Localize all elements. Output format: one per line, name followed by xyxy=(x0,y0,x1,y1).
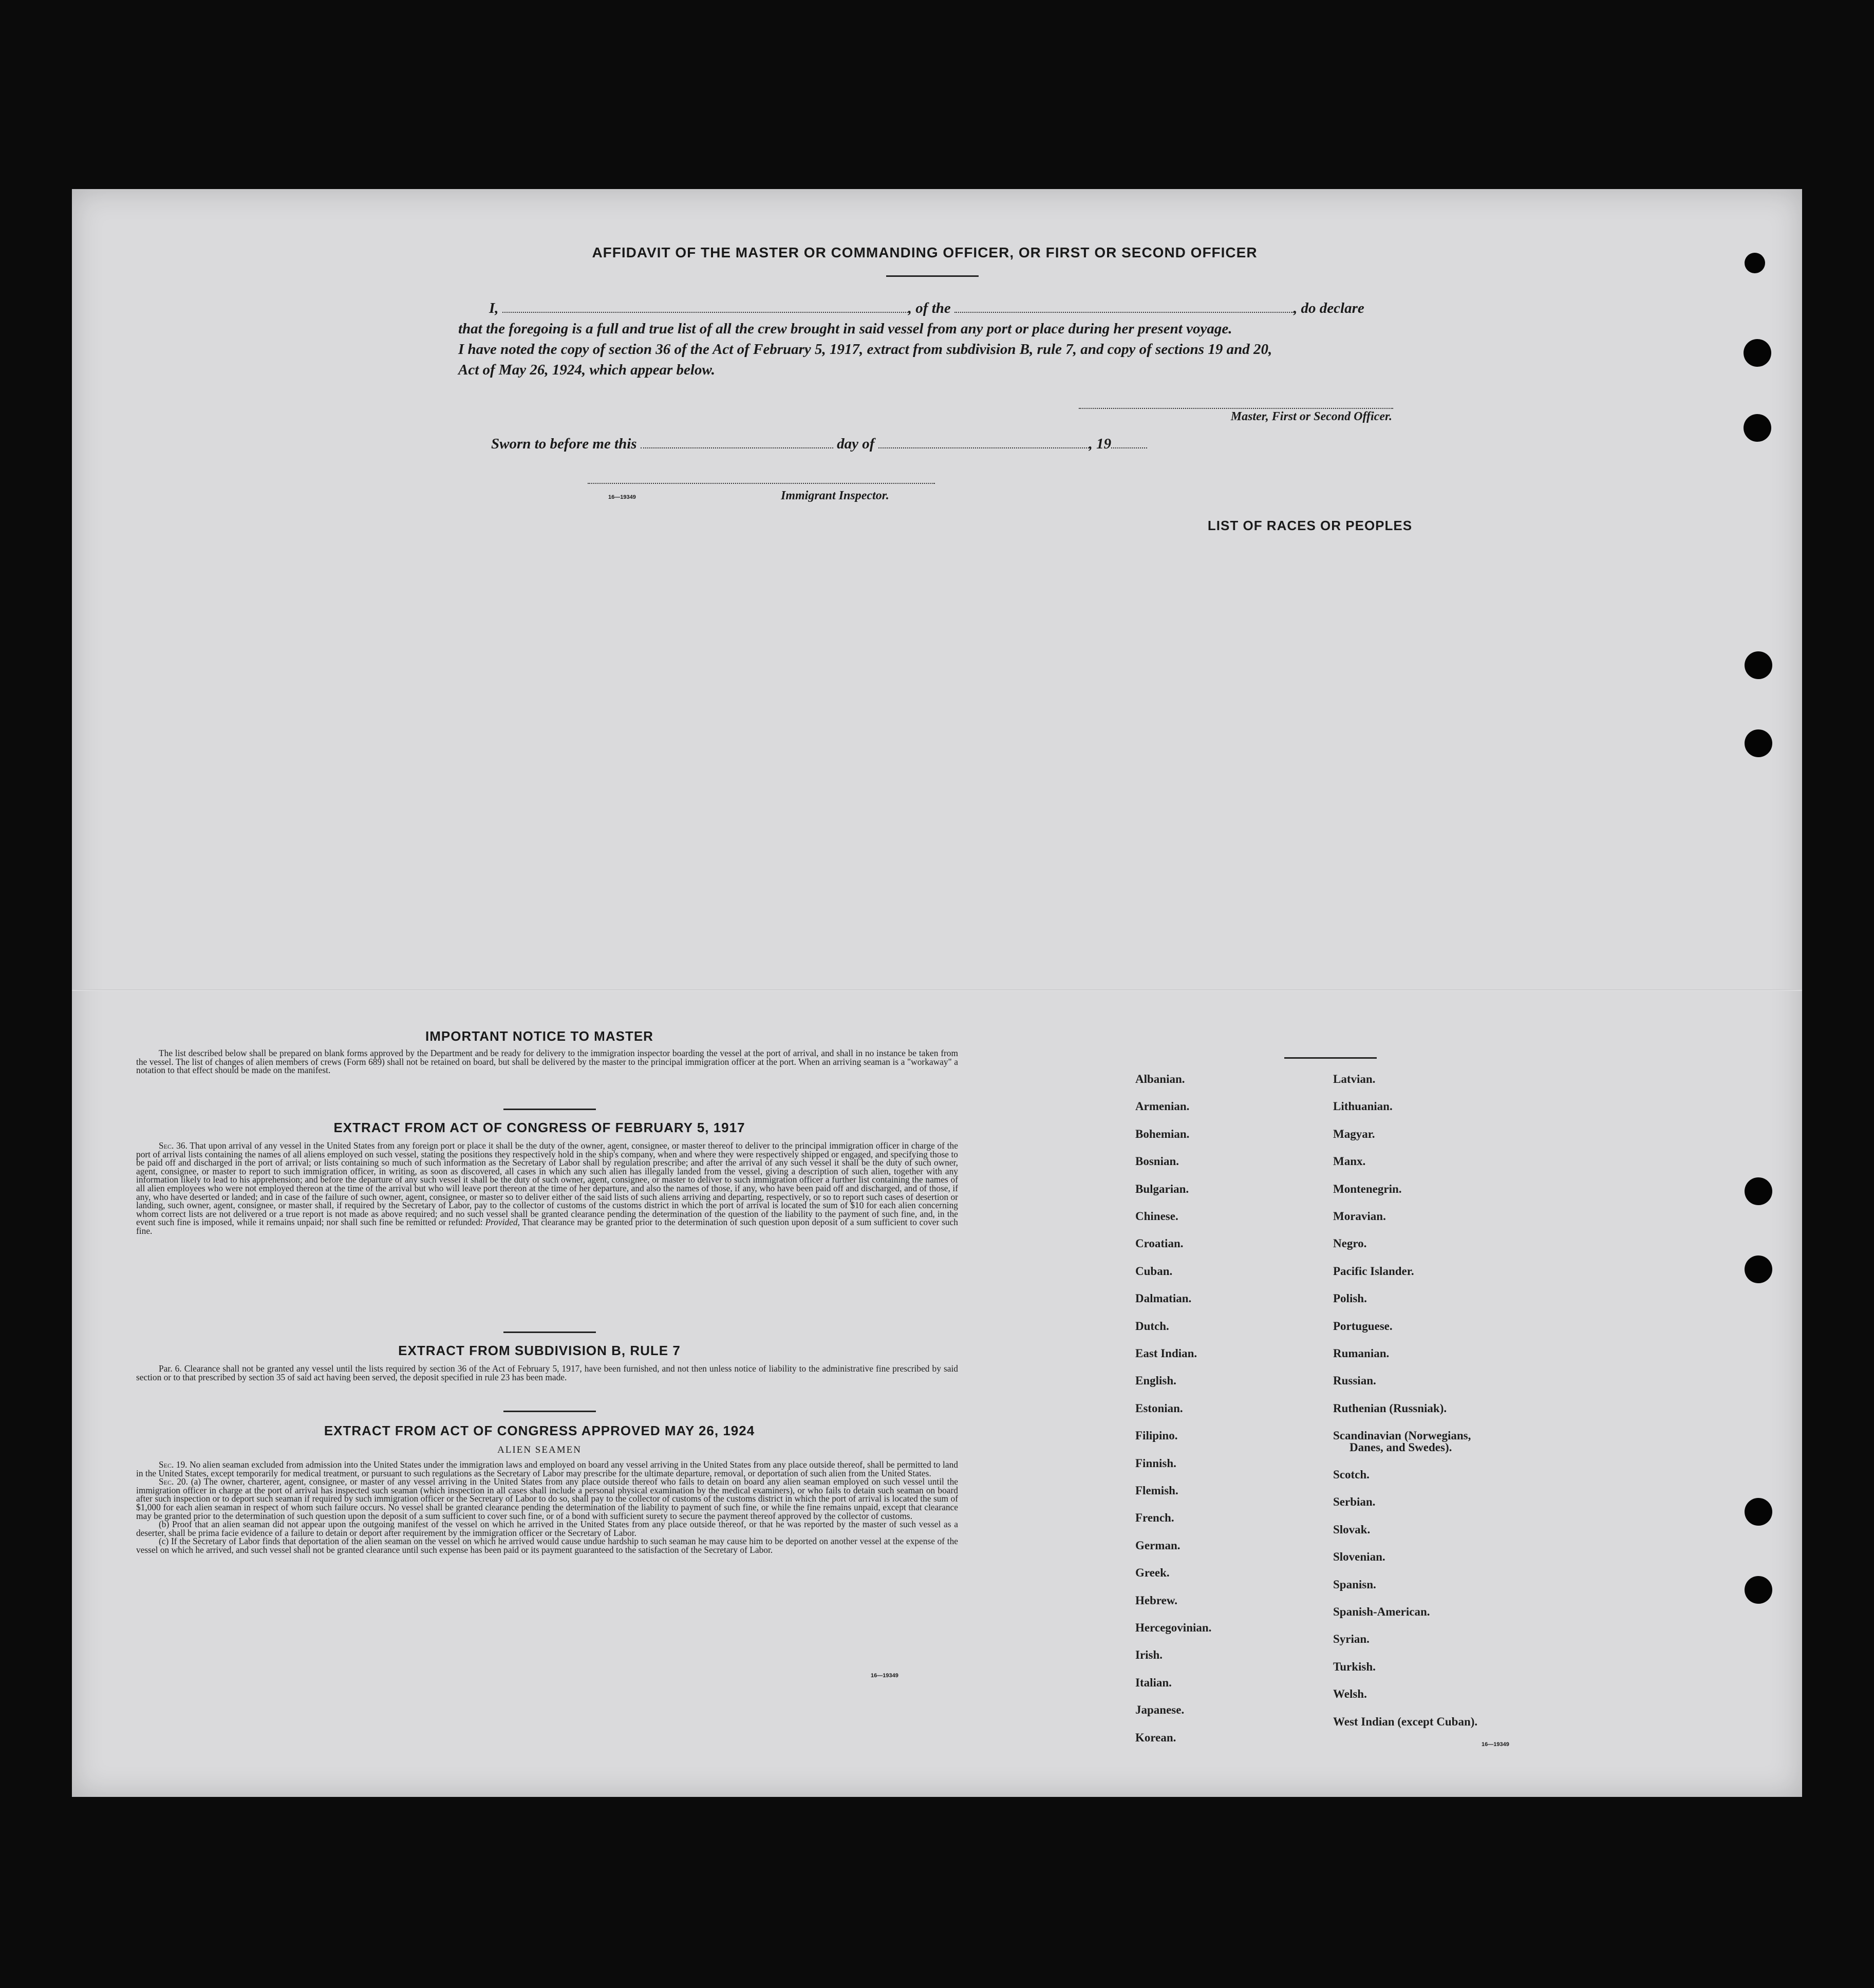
race-item: Armenian. xyxy=(1135,1100,1190,1113)
section-rule xyxy=(503,1411,596,1412)
race-item: Ruthenian (Russniak). xyxy=(1333,1401,1447,1415)
race-item: Chinese. xyxy=(1135,1210,1178,1223)
affidavit-title: AFFIDAVIT OF THE MASTER OR COMMANDING OFFICER, OR FIRST OR SECOND OFFICER xyxy=(592,245,1258,260)
race-item: Slovak. xyxy=(1333,1523,1371,1536)
inspector-line xyxy=(588,483,935,484)
race-item: Welsh. xyxy=(1333,1687,1367,1701)
affidavit-line-2: that the foregoing is a full and true list of all the crew brought in said vessel from any port or place during her present voyage. xyxy=(458,321,1232,337)
fold-line xyxy=(72,989,1802,991)
race-item: English. xyxy=(1135,1374,1176,1387)
race-item: Dutch. xyxy=(1135,1319,1169,1333)
sec-19-text: No alien seaman excluded from admission into the United States under the immigration laws and employed on board any vessel arriving in the United States from any place outside thereof, shall be permitted to land in the United States, except temporarily for medical treatment, or pursuant to such regulations as the Secretary of Labor may prescribe for the ultimate departure, removal, or deportation of such alien from the United States. xyxy=(136,1459,958,1478)
race-item: Irish. xyxy=(1135,1648,1163,1662)
proviso-word: Provided, xyxy=(485,1217,520,1228)
subdivision-b-title: EXTRACT FROM SUBDIVISION B, RULE 7 xyxy=(398,1343,681,1358)
race-item: Filipino. xyxy=(1135,1429,1178,1442)
extract-1917-title: EXTRACT FROM ACT OF CONGRESS OF FEBRUARY 5, 1917 xyxy=(333,1120,745,1135)
sworn-prefix: Sworn to before me this xyxy=(491,436,637,452)
affidavit-line-4: Act of May 26, 1924, which appear below. xyxy=(458,362,715,378)
sec-20c-paragraph: (c) If the Secretary of Labor finds that deportation of the alien seaman on the vessel on which he arrived would cause undue hardship to such seaman he may cause him to be deported on another vessel at the expense of the vessel on which he arrived, and such vessel shall not be granted clearance until such expense has been paid or its payment guaranteed to the satisfaction of the Secretary of Labor. xyxy=(136,1536,958,1555)
sec-36-label: Sec. 36. xyxy=(159,1140,188,1151)
punch-hole xyxy=(1745,1498,1772,1526)
sec-20a-paragraph xyxy=(136,1477,958,1520)
race-item: Korean. xyxy=(1135,1731,1176,1744)
race-item: Hebrew. xyxy=(1135,1593,1177,1607)
notice-paragraph: The list described below shall be prepared on blank forms approved by the Department and be ready for delivery to the immigration inspector boarding the vessel at the port of arrival, and shall in no instance be taken from the vessel. The list of changes of alien members of crews (Form 689) shall not be retained on board, but shall be delivered by the master to the principal immigration officer at the port. When an arriving seaman is a "workaway" a notation to that effect should be made on the manifest. xyxy=(136,1048,958,1076)
proviso-text: That clearance may be granted prior to the determination of such question upon deposit of a sum sufficient to cover such fine. xyxy=(136,1217,958,1236)
sec-36-paragraph xyxy=(136,1141,958,1235)
punch-hole xyxy=(1744,339,1771,367)
races-form-number: 16—19349 xyxy=(1482,1741,1509,1748)
punch-hole xyxy=(1745,253,1765,273)
affidavit-declare: , do declare xyxy=(1294,300,1364,316)
race-item: Montenegrin. xyxy=(1333,1182,1402,1195)
race-item: Estonian. xyxy=(1135,1401,1183,1415)
race-item: Japanese. xyxy=(1135,1703,1185,1717)
affidavit-i: I, xyxy=(489,300,499,316)
race-item: Latvian. xyxy=(1333,1073,1376,1085)
extract-1917-text xyxy=(136,1141,958,1235)
section-rule xyxy=(503,1109,596,1110)
signature-label: Master, First or Second Officer. xyxy=(1230,410,1392,423)
race-item: West Indian (except Cuban). xyxy=(1333,1715,1478,1728)
race-item: Danes, and Swedes). xyxy=(1350,1440,1452,1454)
race-item: Cuban. xyxy=(1135,1264,1173,1278)
race-item: Finnish. xyxy=(1135,1456,1176,1470)
race-item: Lithuanian. xyxy=(1333,1100,1393,1113)
punch-hole xyxy=(1745,729,1772,757)
extract-form-number: 16—19349 xyxy=(871,1673,898,1679)
punch-hole xyxy=(1745,1255,1772,1283)
title-rule xyxy=(886,275,979,277)
sec-36-text: That upon arrival of any vessel in the United States from any foreign port or place it shall be the duty of the owner, agent, consignee, or master thereof to deliver to the principal immigration officer in charge of the port of arrival lists containing the names of all aliens employed on such vessel, stating the positions they respectively hold in the ship's company, when and where they were respectively shipped or engaged, and specifying those to be paid off and discharged in the port of arrival; or lists containing so much of such information as the Secretary of Labor shall by regulation prescribe; and after the arrival of any such vessel it shall be the duty of such owner, agent, consignee, or master to report to such immigration officer, in writing, as soon as discovered, all cases in which any such alien has illegally landed from the vessel, giving a description of such alien, together with any information likely to lead to his apprehension; and before the departure of any such vessel it shall be the duty of such owner, agent, consignee, or master to deliver to such immigration officer a further list containing the names of all alien employees who were not employed thereon at the time of the arrival but who will leave port thereon at the time of her departure, and also the names of those, if any, who have been paid off and discharged, and of those, if any, who have deserted or landed; and in case of the failure of such owner, agent, consignee, or master so to deliver either of the said lists of such aliens arriving and departing, respectively, or so to report such cases of desertion or landing, such owner, agent, consignee, or master shall, if required by the Secretary of Labor, pay to the collector of customs of the customs district in which the port of arrival is located the sum of $10 for each alien concerning whom correct lists are not delivered or a true report is not made as above required; and no such vessel shall be granted clearance pending the determination of the question of the liability to the payment of such fine, and, in the event such fine is imposed, while it remains unpaid; nor shall such fine be remitted or refunded: xyxy=(136,1140,958,1228)
sworn-year: , 19 xyxy=(1089,436,1112,452)
race-item: Spanisn. xyxy=(1333,1578,1376,1591)
sworn-line xyxy=(491,436,1147,453)
notice-title: IMPORTANT NOTICE TO MASTER xyxy=(425,1028,653,1044)
race-item: Syrian. xyxy=(1333,1633,1370,1646)
sworn-year-blank xyxy=(1111,436,1147,448)
document-page xyxy=(72,189,1802,1797)
alien-seamen-heading: ALIEN SEAMEN xyxy=(497,1445,582,1455)
race-item: Slovenian. xyxy=(1333,1550,1385,1564)
punch-hole xyxy=(1745,1177,1772,1205)
race-item: Hercegovinian. xyxy=(1135,1621,1212,1634)
name-blank xyxy=(502,301,908,313)
race-item: Moravian. xyxy=(1333,1210,1386,1223)
race-item: Greek. xyxy=(1135,1566,1170,1580)
race-item: East Indian. xyxy=(1135,1347,1197,1360)
section-rule xyxy=(503,1331,596,1333)
sworn-day: day of xyxy=(837,436,875,452)
race-item: Bohemian. xyxy=(1135,1127,1190,1140)
sworn-date-blank xyxy=(641,436,833,448)
extract-1924-text xyxy=(136,1460,958,1554)
affidavit-text xyxy=(458,298,1434,380)
signature-line xyxy=(1079,408,1393,409)
race-item: Negro. xyxy=(1333,1237,1367,1250)
extract-1924-title: EXTRACT FROM ACT OF CONGRESS APPROVED MAY 26, 1924 xyxy=(324,1423,755,1438)
sec-19-label: Sec. 19. xyxy=(159,1459,188,1470)
subdivision-b-text xyxy=(136,1364,958,1381)
race-item: Bulgarian. xyxy=(1135,1182,1189,1195)
race-item: Flemish. xyxy=(1135,1484,1178,1497)
inspector-label: Immigrant Inspector. xyxy=(781,489,889,502)
notice-text xyxy=(136,1049,958,1075)
races-title: LIST OF RACES OR PEOPLES xyxy=(1207,518,1413,533)
races-title-rule xyxy=(1284,1057,1377,1059)
race-item: French. xyxy=(1135,1511,1174,1525)
race-item: Serbian. xyxy=(1333,1495,1376,1509)
rule-7-paragraph: Par. 6. Clearance shall not be granted any vessel until the lists required by section 36 of the Act of February 5, 1917, have been furnished, and not then unless notice of liability to the administrative fine prescribed by said section or to that prescribed by section 35 of said act having been served, the deposit specified in rule 23 has been made. xyxy=(136,1363,958,1382)
affidavit-of: , of the xyxy=(908,300,951,316)
punch-hole xyxy=(1745,651,1772,679)
race-item: German. xyxy=(1135,1539,1180,1552)
race-item: Dalmatian. xyxy=(1135,1292,1192,1305)
race-item: Magyar. xyxy=(1333,1127,1375,1140)
sec-20a-text: (a) The owner, charterer, agent, consignee, or master of any vessel arriving in the United States from any place outside thereof who fails to detain on board any alien seaman employed on such vessel until the immigration officer in charge at the port of arrival has inspected such seaman (which inspection in all cases shall include a personal physical examination by the medical examiners), or who fails to detain such seaman on board after such inspection or to deport such seaman if required by such immigration officer or the Secretary of Labor to do so, shall pay to the collector of customs of the customs district in which the port of arrival is located the sum of $1,000 for each alien seaman in respect of whom such failure occurs. No vessel shall be granted clearance pending the determination of the liability to payment of such fine, or while the fine remains unpaid, except that clearance may be granted prior to the determination of such question upon the deposit of a sum sufficient to cover such fine, or of a bond with sufficient surety to secure the payment thereof approved by the collector of customs. xyxy=(136,1476,958,1521)
race-item: Rumanian. xyxy=(1333,1347,1390,1360)
affidavit-line-1 xyxy=(458,298,1434,318)
sec-20b-paragraph: (b) Proof that an alien seaman did not appear upon the outgoing manifest of the vessel on which he arrived in the United States from any place outside thereof, or that he was reported by the master of such vessel as a deserter, shall be prima facie evidence of a failure to detain or deport after requirement by the immigration officer or the Secretary of Labor. xyxy=(136,1519,958,1538)
race-item: Polish. xyxy=(1333,1292,1367,1305)
race-item: Croatian. xyxy=(1135,1237,1184,1250)
vessel-blank xyxy=(954,301,1294,313)
affidavit-line-3: I have noted the copy of section 36 of the Act of February 5, 1917, extract from subdivision B, rule 7, and copy of sections 19 and 20, xyxy=(458,341,1272,358)
affidavit-form-number: 16—19349 xyxy=(608,494,636,500)
race-item: Scotch. xyxy=(1333,1468,1370,1481)
race-item: Bosnian. xyxy=(1135,1155,1179,1168)
race-item: Pacific Islander. xyxy=(1333,1264,1414,1278)
sec-20-label: Sec. 20. xyxy=(159,1476,188,1487)
race-item: Portuguese. xyxy=(1333,1319,1393,1333)
race-item: Italian. xyxy=(1135,1676,1172,1689)
race-item: Albanian. xyxy=(1135,1073,1185,1085)
punch-hole xyxy=(1745,1576,1772,1604)
punch-hole xyxy=(1744,414,1771,442)
race-item: Manx. xyxy=(1333,1155,1366,1168)
race-item: Scandinavian (Norwegians, xyxy=(1333,1429,1471,1442)
sworn-month-blank xyxy=(878,436,1089,448)
race-item: Russian. xyxy=(1333,1374,1376,1387)
race-item: Spanish-American. xyxy=(1333,1605,1430,1619)
sec-19-paragraph xyxy=(136,1460,958,1477)
race-item: Turkish. xyxy=(1333,1660,1376,1673)
